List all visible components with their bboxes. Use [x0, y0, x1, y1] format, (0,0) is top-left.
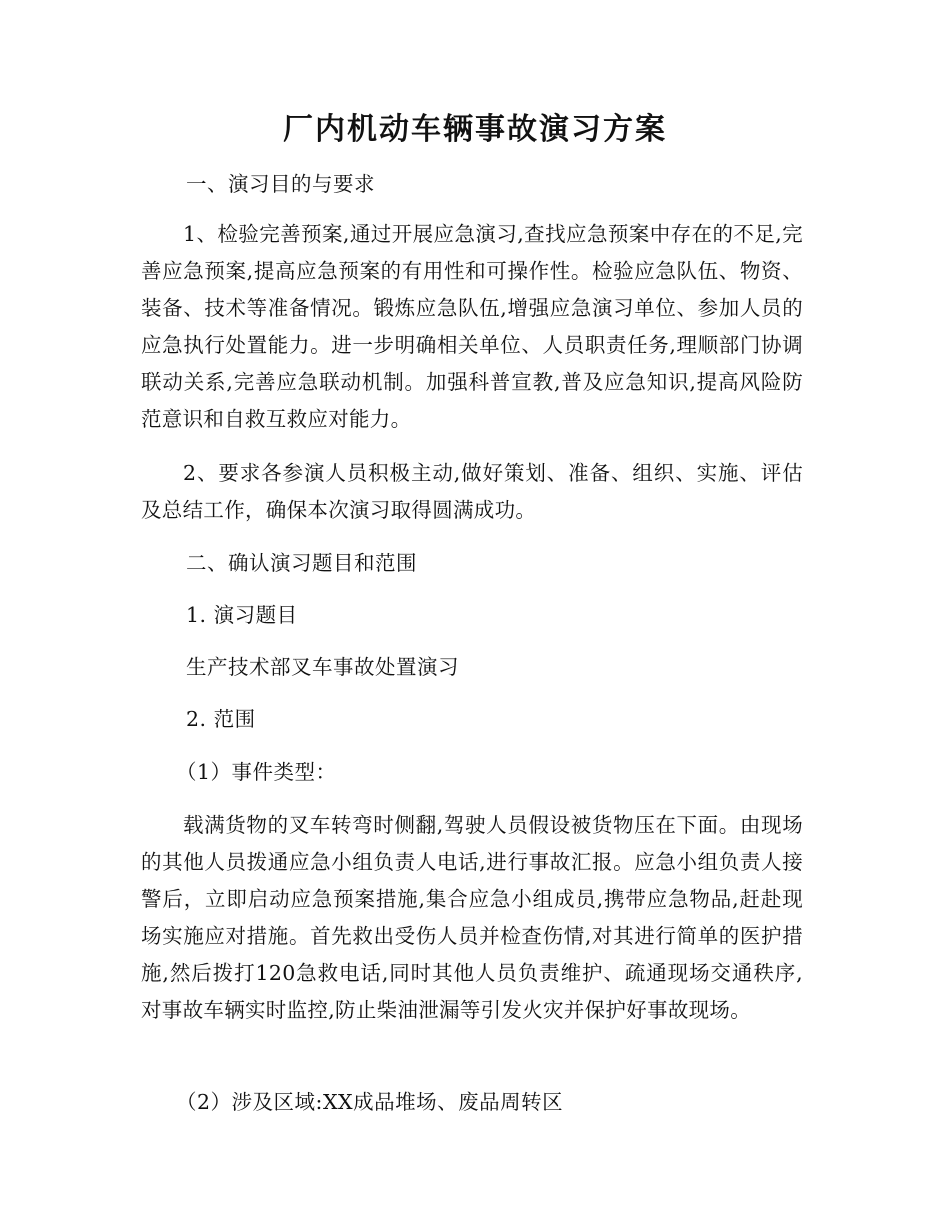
paragraph-event-description: 载满货物的叉车转弯时侧翻,驾驶人员假设被货物压在下面。由现场的其他人员拨通应急小组负责人电话,进行事故汇报。应急小组负责人接警后，立即启动应急预案措施,集合应急小组成员,携带应急物品,赶赴现场实施应对措施。首先救出受伤人员并检查伤情,对其进行简单的医护措施,然后拨打120急救电话,同时其他人员负责维护、疏通现场交通秩序,对事故车辆实时监控,防止柴油泄漏等引发火灾并保护好事故现场。 — [141, 813, 803, 1022]
paragraph-purpose-2: 2、要求各参演人员积极主动,做好策划、准备、组织、实施、评估及总结工作，确保本次演习取得圆满成功。 — [141, 461, 803, 522]
drill-topic-text: 生产技术部叉车事故处置演习 — [186, 655, 459, 679]
paragraph-purpose-1: 1、检验完善预案,通过开展应急演习,查找应急预案中存在的不足,完善应急预案,提高应急预案的有用性和可操作性。检验应急队伍、物资、装备、技术等准备情况。锻炼应急队伍,增强应急演习单位、参加人员的应急执行处置能力。进一步明确相关单位、人员职责任务,理顺部门协调联动关系,完善应急联动机制。加强科普宣教,普及应急知识,提高风险防范意识和自救互救应对能力。 — [141, 222, 803, 431]
item-heading-topic: 1. 演习题目 — [186, 603, 298, 627]
section-heading-scope: 二、确认演习题目和范围 — [186, 551, 417, 575]
sub-item-area: （2）涉及区域:XX成品堆场、废品周转区 — [176, 1090, 564, 1114]
item-heading-range: 2. 范围 — [186, 707, 256, 731]
sub-heading-event-type: （1）事件类型： — [176, 760, 337, 784]
document-title: 厂内机动车辆事故演习方案 — [283, 112, 667, 147]
section-heading-purpose: 一、演习目的与要求 — [186, 172, 375, 196]
